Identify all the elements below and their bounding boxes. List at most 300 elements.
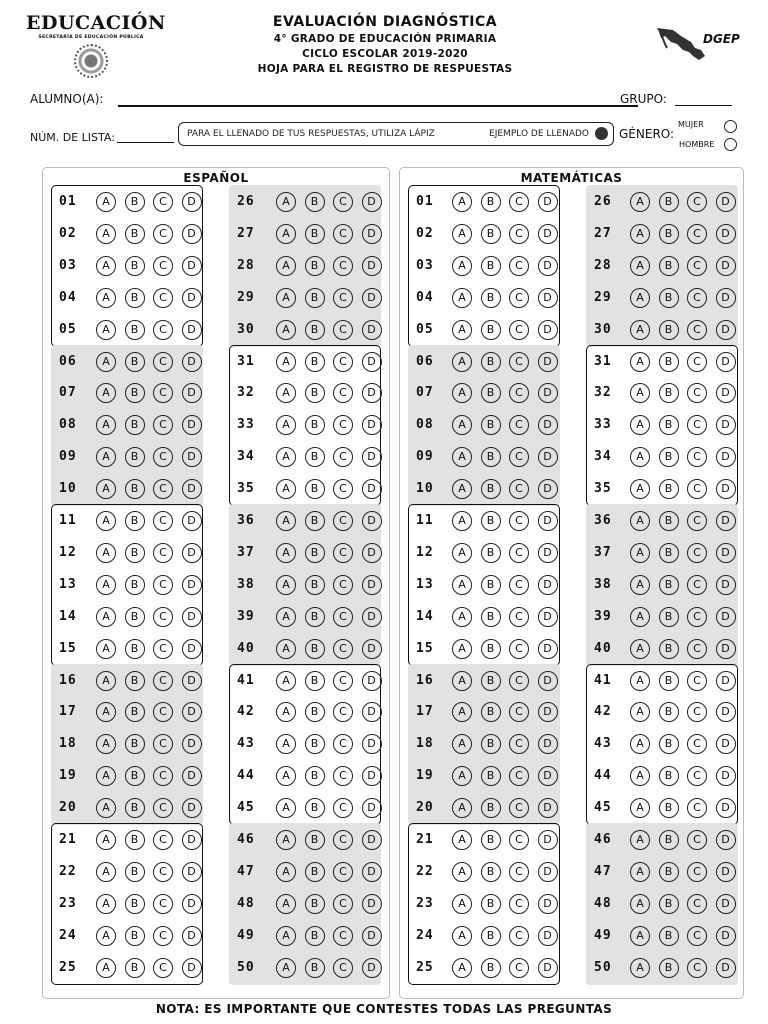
answer-bubble-d[interactable]: D bbox=[716, 607, 736, 627]
answer-bubble-b[interactable]: B bbox=[125, 192, 145, 212]
answer-bubble-b[interactable]: B bbox=[659, 862, 679, 882]
answer-bubble-b[interactable]: B bbox=[481, 702, 501, 722]
answer-bubble-b[interactable]: B bbox=[659, 192, 679, 212]
answer-bubble-d[interactable]: D bbox=[362, 862, 382, 882]
answer-bubble-a[interactable]: A bbox=[276, 479, 296, 499]
answer-bubble-b[interactable]: B bbox=[481, 798, 501, 818]
answer-bubble-d[interactable]: D bbox=[716, 224, 736, 244]
answer-bubble-d[interactable]: D bbox=[538, 320, 558, 340]
answer-bubble-d[interactable]: D bbox=[182, 543, 202, 563]
answer-bubble-a[interactable]: A bbox=[96, 607, 116, 627]
answer-bubble-c[interactable]: C bbox=[153, 192, 173, 212]
answer-bubble-b[interactable]: B bbox=[125, 415, 145, 435]
answer-bubble-c[interactable]: C bbox=[687, 192, 707, 212]
answer-bubble-a[interactable]: A bbox=[96, 511, 116, 531]
answer-bubble-d[interactable]: D bbox=[182, 288, 202, 308]
answer-bubble-c[interactable]: C bbox=[687, 479, 707, 499]
answer-bubble-c[interactable]: C bbox=[687, 734, 707, 754]
answer-bubble-b[interactable]: B bbox=[481, 639, 501, 659]
answer-bubble-c[interactable]: C bbox=[333, 926, 353, 946]
answer-bubble-b[interactable]: B bbox=[659, 352, 679, 372]
answer-bubble-b[interactable]: B bbox=[659, 766, 679, 786]
answer-bubble-d[interactable]: D bbox=[716, 734, 736, 754]
answer-bubble-c[interactable]: C bbox=[153, 862, 173, 882]
answer-bubble-b[interactable]: B bbox=[481, 862, 501, 882]
answer-bubble-b[interactable]: B bbox=[659, 543, 679, 563]
answer-bubble-b[interactable]: B bbox=[125, 671, 145, 691]
answer-bubble-a[interactable]: A bbox=[630, 702, 650, 722]
answer-bubble-b[interactable]: B bbox=[659, 639, 679, 659]
answer-bubble-b[interactable]: B bbox=[659, 288, 679, 308]
answer-bubble-c[interactable]: C bbox=[509, 734, 529, 754]
answer-bubble-d[interactable]: D bbox=[362, 798, 382, 818]
answer-bubble-b[interactable]: B bbox=[305, 926, 325, 946]
answer-bubble-b[interactable]: B bbox=[659, 734, 679, 754]
answer-bubble-d[interactable]: D bbox=[538, 830, 558, 850]
answer-bubble-a[interactable]: A bbox=[452, 671, 472, 691]
answer-bubble-d[interactable]: D bbox=[182, 862, 202, 882]
answer-bubble-c[interactable]: C bbox=[687, 862, 707, 882]
answer-bubble-d[interactable]: D bbox=[716, 415, 736, 435]
answer-bubble-d[interactable]: D bbox=[716, 447, 736, 467]
answer-bubble-b[interactable]: B bbox=[481, 415, 501, 435]
answer-bubble-d[interactable]: D bbox=[538, 256, 558, 276]
answer-bubble-a[interactable]: A bbox=[630, 320, 650, 340]
answer-bubble-b[interactable]: B bbox=[481, 256, 501, 276]
answer-bubble-d[interactable]: D bbox=[538, 734, 558, 754]
answer-bubble-b[interactable]: B bbox=[125, 830, 145, 850]
answer-bubble-d[interactable]: D bbox=[538, 862, 558, 882]
answer-bubble-c[interactable]: C bbox=[333, 798, 353, 818]
answer-bubble-c[interactable]: C bbox=[509, 958, 529, 978]
answer-bubble-a[interactable]: A bbox=[630, 511, 650, 531]
answer-bubble-c[interactable]: C bbox=[509, 352, 529, 372]
answer-bubble-d[interactable]: D bbox=[182, 192, 202, 212]
answer-bubble-b[interactable]: B bbox=[659, 607, 679, 627]
answer-bubble-a[interactable]: A bbox=[96, 415, 116, 435]
answer-bubble-c[interactable]: C bbox=[687, 511, 707, 531]
answer-bubble-b[interactable]: B bbox=[659, 575, 679, 595]
answer-bubble-a[interactable]: A bbox=[276, 671, 296, 691]
answer-bubble-c[interactable]: C bbox=[687, 702, 707, 722]
answer-bubble-b[interactable]: B bbox=[125, 798, 145, 818]
answer-bubble-b[interactable]: B bbox=[305, 479, 325, 499]
answer-bubble-b[interactable]: B bbox=[125, 224, 145, 244]
answer-bubble-d[interactable]: D bbox=[716, 543, 736, 563]
answer-bubble-d[interactable]: D bbox=[538, 479, 558, 499]
answer-bubble-d[interactable]: D bbox=[182, 511, 202, 531]
answer-bubble-c[interactable]: C bbox=[687, 639, 707, 659]
answer-bubble-a[interactable]: A bbox=[452, 543, 472, 563]
answer-bubble-a[interactable]: A bbox=[276, 607, 296, 627]
answer-bubble-c[interactable]: C bbox=[509, 766, 529, 786]
answer-bubble-d[interactable]: D bbox=[362, 607, 382, 627]
answer-bubble-b[interactable]: B bbox=[481, 192, 501, 212]
answer-bubble-c[interactable]: C bbox=[333, 958, 353, 978]
answer-bubble-b[interactable]: B bbox=[305, 798, 325, 818]
answer-bubble-a[interactable]: A bbox=[630, 734, 650, 754]
answer-bubble-a[interactable]: A bbox=[452, 415, 472, 435]
answer-bubble-d[interactable]: D bbox=[362, 543, 382, 563]
answer-bubble-a[interactable]: A bbox=[452, 639, 472, 659]
answer-bubble-a[interactable]: A bbox=[630, 607, 650, 627]
answer-bubble-c[interactable]: C bbox=[509, 288, 529, 308]
answer-bubble-d[interactable]: D bbox=[716, 926, 736, 946]
answer-bubble-c[interactable]: C bbox=[687, 671, 707, 691]
answer-bubble-d[interactable]: D bbox=[182, 671, 202, 691]
answer-bubble-a[interactable]: A bbox=[276, 894, 296, 914]
answer-bubble-c[interactable]: C bbox=[153, 352, 173, 372]
answer-bubble-a[interactable]: A bbox=[630, 798, 650, 818]
answer-bubble-a[interactable]: A bbox=[452, 224, 472, 244]
answer-bubble-b[interactable]: B bbox=[305, 256, 325, 276]
answer-bubble-c[interactable]: C bbox=[333, 894, 353, 914]
answer-bubble-a[interactable]: A bbox=[452, 288, 472, 308]
answer-bubble-b[interactable]: B bbox=[305, 415, 325, 435]
answer-bubble-d[interactable]: D bbox=[362, 511, 382, 531]
answer-bubble-a[interactable]: A bbox=[96, 479, 116, 499]
answer-bubble-b[interactable]: B bbox=[305, 639, 325, 659]
answer-bubble-d[interactable]: D bbox=[538, 702, 558, 722]
answer-bubble-c[interactable]: C bbox=[333, 607, 353, 627]
answer-bubble-a[interactable]: A bbox=[276, 192, 296, 212]
answer-bubble-b[interactable]: B bbox=[305, 543, 325, 563]
answer-bubble-b[interactable]: B bbox=[305, 894, 325, 914]
answer-bubble-a[interactable]: A bbox=[276, 224, 296, 244]
answer-bubble-c[interactable]: C bbox=[153, 702, 173, 722]
answer-bubble-a[interactable]: A bbox=[452, 862, 472, 882]
answer-bubble-c[interactable]: C bbox=[333, 575, 353, 595]
answer-bubble-a[interactable]: A bbox=[630, 639, 650, 659]
answer-bubble-c[interactable]: C bbox=[333, 702, 353, 722]
answer-bubble-c[interactable]: C bbox=[333, 256, 353, 276]
answer-bubble-c[interactable]: C bbox=[687, 288, 707, 308]
answer-bubble-a[interactable]: A bbox=[276, 288, 296, 308]
answer-bubble-b[interactable]: B bbox=[659, 479, 679, 499]
answer-bubble-c[interactable]: C bbox=[333, 192, 353, 212]
answer-bubble-d[interactable]: D bbox=[362, 958, 382, 978]
answer-bubble-b[interactable]: B bbox=[659, 798, 679, 818]
answer-bubble-b[interactable]: B bbox=[125, 543, 145, 563]
answer-bubble-b[interactable]: B bbox=[481, 511, 501, 531]
answer-bubble-c[interactable]: C bbox=[333, 639, 353, 659]
answer-bubble-b[interactable]: B bbox=[481, 479, 501, 499]
answer-bubble-c[interactable]: C bbox=[153, 383, 173, 403]
answer-bubble-b[interactable]: B bbox=[481, 224, 501, 244]
answer-bubble-a[interactable]: A bbox=[276, 383, 296, 403]
answer-bubble-b[interactable]: B bbox=[481, 766, 501, 786]
answer-bubble-c[interactable]: C bbox=[333, 671, 353, 691]
answer-bubble-a[interactable]: A bbox=[630, 224, 650, 244]
answer-bubble-a[interactable]: A bbox=[452, 958, 472, 978]
answer-bubble-b[interactable]: B bbox=[305, 511, 325, 531]
answer-bubble-c[interactable]: C bbox=[333, 383, 353, 403]
answer-bubble-c[interactable]: C bbox=[509, 383, 529, 403]
answer-bubble-a[interactable]: A bbox=[630, 192, 650, 212]
answer-bubble-c[interactable]: C bbox=[333, 766, 353, 786]
answer-bubble-b[interactable]: B bbox=[659, 224, 679, 244]
answer-bubble-d[interactable]: D bbox=[716, 702, 736, 722]
answer-bubble-b[interactable]: B bbox=[305, 862, 325, 882]
answer-bubble-b[interactable]: B bbox=[305, 352, 325, 372]
answer-bubble-b[interactable]: B bbox=[125, 894, 145, 914]
answer-bubble-b[interactable]: B bbox=[659, 830, 679, 850]
answer-bubble-d[interactable]: D bbox=[716, 192, 736, 212]
answer-bubble-b[interactable]: B bbox=[305, 320, 325, 340]
answer-bubble-a[interactable]: A bbox=[276, 511, 296, 531]
answer-bubble-a[interactable]: A bbox=[96, 926, 116, 946]
answer-bubble-b[interactable]: B bbox=[305, 702, 325, 722]
answer-bubble-a[interactable]: A bbox=[96, 798, 116, 818]
answer-bubble-d[interactable]: D bbox=[362, 702, 382, 722]
answer-bubble-a[interactable]: A bbox=[630, 894, 650, 914]
answer-bubble-d[interactable]: D bbox=[716, 256, 736, 276]
answer-bubble-c[interactable]: C bbox=[153, 639, 173, 659]
answer-bubble-d[interactable]: D bbox=[182, 639, 202, 659]
answer-bubble-c[interactable]: C bbox=[509, 894, 529, 914]
answer-bubble-a[interactable]: A bbox=[96, 447, 116, 467]
answer-bubble-c[interactable]: C bbox=[153, 447, 173, 467]
answer-bubble-d[interactable]: D bbox=[362, 192, 382, 212]
answer-bubble-c[interactable]: C bbox=[153, 288, 173, 308]
answer-bubble-a[interactable]: A bbox=[96, 288, 116, 308]
answer-bubble-c[interactable]: C bbox=[687, 415, 707, 435]
mujer-bubble[interactable] bbox=[724, 120, 737, 133]
answer-bubble-d[interactable]: D bbox=[538, 192, 558, 212]
answer-bubble-c[interactable]: C bbox=[333, 320, 353, 340]
answer-bubble-a[interactable]: A bbox=[96, 894, 116, 914]
answer-bubble-a[interactable]: A bbox=[276, 798, 296, 818]
answer-bubble-b[interactable]: B bbox=[125, 734, 145, 754]
answer-bubble-d[interactable]: D bbox=[538, 415, 558, 435]
answer-bubble-d[interactable]: D bbox=[362, 766, 382, 786]
answer-bubble-d[interactable]: D bbox=[182, 766, 202, 786]
answer-bubble-a[interactable]: A bbox=[630, 288, 650, 308]
answer-bubble-c[interactable]: C bbox=[509, 926, 529, 946]
answer-bubble-d[interactable]: D bbox=[182, 734, 202, 754]
answer-bubble-d[interactable]: D bbox=[538, 894, 558, 914]
answer-bubble-a[interactable]: A bbox=[630, 575, 650, 595]
answer-bubble-d[interactable]: D bbox=[716, 798, 736, 818]
answer-bubble-d[interactable]: D bbox=[362, 320, 382, 340]
answer-bubble-c[interactable]: C bbox=[509, 702, 529, 722]
answer-bubble-b[interactable]: B bbox=[125, 862, 145, 882]
answer-bubble-c[interactable]: C bbox=[509, 224, 529, 244]
answer-bubble-d[interactable]: D bbox=[182, 894, 202, 914]
answer-bubble-b[interactable]: B bbox=[125, 511, 145, 531]
answer-bubble-a[interactable]: A bbox=[630, 256, 650, 276]
answer-bubble-d[interactable]: D bbox=[362, 288, 382, 308]
answer-bubble-a[interactable]: A bbox=[452, 383, 472, 403]
answer-bubble-c[interactable]: C bbox=[333, 352, 353, 372]
answer-bubble-b[interactable]: B bbox=[481, 894, 501, 914]
answer-bubble-a[interactable]: A bbox=[276, 320, 296, 340]
answer-bubble-c[interactable]: C bbox=[687, 926, 707, 946]
answer-bubble-b[interactable]: B bbox=[481, 543, 501, 563]
answer-bubble-a[interactable]: A bbox=[630, 415, 650, 435]
answer-bubble-b[interactable]: B bbox=[125, 479, 145, 499]
answer-bubble-d[interactable]: D bbox=[362, 575, 382, 595]
answer-bubble-b[interactable]: B bbox=[659, 415, 679, 435]
answer-bubble-c[interactable]: C bbox=[153, 543, 173, 563]
answer-bubble-d[interactable]: D bbox=[538, 447, 558, 467]
answer-bubble-b[interactable]: B bbox=[125, 256, 145, 276]
answer-bubble-a[interactable]: A bbox=[96, 830, 116, 850]
answer-bubble-a[interactable]: A bbox=[452, 766, 472, 786]
answer-bubble-a[interactable]: A bbox=[452, 830, 472, 850]
answer-bubble-a[interactable]: A bbox=[630, 862, 650, 882]
answer-bubble-d[interactable]: D bbox=[182, 352, 202, 372]
answer-bubble-c[interactable]: C bbox=[509, 862, 529, 882]
answer-bubble-c[interactable]: C bbox=[333, 288, 353, 308]
answer-bubble-b[interactable]: B bbox=[305, 224, 325, 244]
answer-bubble-c[interactable]: C bbox=[687, 256, 707, 276]
answer-bubble-b[interactable]: B bbox=[659, 256, 679, 276]
answer-bubble-d[interactable]: D bbox=[182, 447, 202, 467]
answer-bubble-d[interactable]: D bbox=[538, 352, 558, 372]
answer-bubble-a[interactable]: A bbox=[276, 958, 296, 978]
answer-bubble-d[interactable]: D bbox=[716, 320, 736, 340]
answer-bubble-c[interactable]: C bbox=[153, 894, 173, 914]
answer-bubble-b[interactable]: B bbox=[305, 734, 325, 754]
answer-bubble-b[interactable]: B bbox=[305, 671, 325, 691]
answer-bubble-a[interactable]: A bbox=[96, 383, 116, 403]
answer-bubble-c[interactable]: C bbox=[509, 607, 529, 627]
answer-bubble-d[interactable]: D bbox=[538, 671, 558, 691]
answer-bubble-a[interactable]: A bbox=[96, 639, 116, 659]
answer-bubble-c[interactable]: C bbox=[687, 766, 707, 786]
answer-bubble-d[interactable]: D bbox=[362, 447, 382, 467]
answer-bubble-b[interactable]: B bbox=[125, 766, 145, 786]
answer-bubble-c[interactable]: C bbox=[509, 639, 529, 659]
answer-bubble-d[interactable]: D bbox=[182, 926, 202, 946]
answer-bubble-c[interactable]: C bbox=[153, 575, 173, 595]
answer-bubble-c[interactable]: C bbox=[153, 415, 173, 435]
answer-bubble-a[interactable]: A bbox=[96, 192, 116, 212]
answer-bubble-c[interactable]: C bbox=[153, 511, 173, 531]
answer-bubble-d[interactable]: D bbox=[538, 926, 558, 946]
answer-bubble-b[interactable]: B bbox=[125, 447, 145, 467]
answer-bubble-c[interactable]: C bbox=[509, 543, 529, 563]
answer-bubble-c[interactable]: C bbox=[687, 958, 707, 978]
answer-bubble-d[interactable]: D bbox=[538, 766, 558, 786]
answer-bubble-d[interactable]: D bbox=[182, 415, 202, 435]
answer-bubble-d[interactable]: D bbox=[182, 320, 202, 340]
answer-bubble-a[interactable]: A bbox=[452, 320, 472, 340]
answer-bubble-b[interactable]: B bbox=[125, 320, 145, 340]
answer-bubble-c[interactable]: C bbox=[509, 415, 529, 435]
answer-bubble-c[interactable]: C bbox=[333, 511, 353, 531]
answer-bubble-a[interactable]: A bbox=[630, 383, 650, 403]
answer-bubble-c[interactable]: C bbox=[153, 479, 173, 499]
answer-bubble-c[interactable]: C bbox=[333, 830, 353, 850]
answer-bubble-c[interactable]: C bbox=[333, 415, 353, 435]
answer-bubble-d[interactable]: D bbox=[182, 607, 202, 627]
answer-bubble-a[interactable]: A bbox=[96, 734, 116, 754]
answer-bubble-c[interactable]: C bbox=[509, 830, 529, 850]
answer-bubble-d[interactable]: D bbox=[182, 798, 202, 818]
answer-bubble-a[interactable]: A bbox=[276, 447, 296, 467]
answer-bubble-c[interactable]: C bbox=[687, 575, 707, 595]
answer-bubble-b[interactable]: B bbox=[125, 575, 145, 595]
lista-field[interactable] bbox=[117, 142, 174, 143]
answer-bubble-c[interactable]: C bbox=[509, 192, 529, 212]
answer-bubble-d[interactable]: D bbox=[362, 224, 382, 244]
answer-bubble-d[interactable]: D bbox=[716, 830, 736, 850]
answer-bubble-b[interactable]: B bbox=[481, 926, 501, 946]
answer-bubble-c[interactable]: C bbox=[509, 671, 529, 691]
answer-bubble-d[interactable]: D bbox=[716, 288, 736, 308]
answer-bubble-a[interactable]: A bbox=[630, 352, 650, 372]
answer-bubble-d[interactable]: D bbox=[538, 639, 558, 659]
answer-bubble-d[interactable]: D bbox=[716, 511, 736, 531]
answer-bubble-a[interactable]: A bbox=[276, 415, 296, 435]
answer-bubble-c[interactable]: C bbox=[687, 224, 707, 244]
answer-bubble-d[interactable]: D bbox=[362, 639, 382, 659]
answer-bubble-a[interactable]: A bbox=[452, 798, 472, 818]
answer-bubble-c[interactable]: C bbox=[687, 543, 707, 563]
answer-bubble-c[interactable]: C bbox=[153, 256, 173, 276]
answer-bubble-b[interactable]: B bbox=[659, 383, 679, 403]
answer-bubble-b[interactable]: B bbox=[659, 511, 679, 531]
answer-bubble-b[interactable]: B bbox=[125, 639, 145, 659]
answer-bubble-d[interactable]: D bbox=[716, 671, 736, 691]
answer-bubble-b[interactable]: B bbox=[125, 352, 145, 372]
answer-bubble-d[interactable]: D bbox=[362, 926, 382, 946]
answer-bubble-d[interactable]: D bbox=[362, 383, 382, 403]
answer-bubble-d[interactable]: D bbox=[182, 575, 202, 595]
answer-bubble-a[interactable]: A bbox=[276, 256, 296, 276]
answer-bubble-a[interactable]: A bbox=[276, 543, 296, 563]
answer-bubble-b[interactable]: B bbox=[481, 830, 501, 850]
answer-bubble-d[interactable]: D bbox=[362, 671, 382, 691]
answer-bubble-d[interactable]: D bbox=[716, 766, 736, 786]
answer-bubble-a[interactable]: A bbox=[276, 926, 296, 946]
answer-bubble-d[interactable]: D bbox=[362, 256, 382, 276]
answer-bubble-b[interactable]: B bbox=[659, 958, 679, 978]
answer-bubble-d[interactable]: D bbox=[538, 543, 558, 563]
answer-bubble-b[interactable]: B bbox=[305, 958, 325, 978]
answer-bubble-d[interactable]: D bbox=[362, 415, 382, 435]
answer-bubble-d[interactable]: D bbox=[538, 383, 558, 403]
answer-bubble-a[interactable]: A bbox=[276, 830, 296, 850]
answer-bubble-c[interactable]: C bbox=[687, 383, 707, 403]
answer-bubble-b[interactable]: B bbox=[481, 320, 501, 340]
answer-bubble-b[interactable]: B bbox=[659, 447, 679, 467]
answer-bubble-b[interactable]: B bbox=[305, 192, 325, 212]
answer-bubble-b[interactable]: B bbox=[305, 830, 325, 850]
answer-bubble-c[interactable]: C bbox=[153, 830, 173, 850]
answer-bubble-d[interactable]: D bbox=[538, 798, 558, 818]
answer-bubble-c[interactable]: C bbox=[687, 447, 707, 467]
answer-bubble-d[interactable]: D bbox=[182, 256, 202, 276]
answer-bubble-a[interactable]: A bbox=[276, 862, 296, 882]
answer-bubble-a[interactable]: A bbox=[452, 575, 472, 595]
answer-bubble-b[interactable]: B bbox=[481, 575, 501, 595]
answer-bubble-c[interactable]: C bbox=[509, 798, 529, 818]
answer-bubble-b[interactable]: B bbox=[659, 702, 679, 722]
answer-bubble-a[interactable]: A bbox=[276, 639, 296, 659]
answer-bubble-b[interactable]: B bbox=[659, 320, 679, 340]
answer-bubble-b[interactable]: B bbox=[125, 288, 145, 308]
alumno-field[interactable] bbox=[118, 105, 638, 107]
answer-bubble-d[interactable]: D bbox=[538, 288, 558, 308]
answer-bubble-b[interactable]: B bbox=[125, 958, 145, 978]
answer-bubble-d[interactable]: D bbox=[716, 862, 736, 882]
answer-bubble-a[interactable]: A bbox=[452, 352, 472, 372]
answer-bubble-c[interactable]: C bbox=[153, 734, 173, 754]
answer-bubble-c[interactable]: C bbox=[333, 862, 353, 882]
